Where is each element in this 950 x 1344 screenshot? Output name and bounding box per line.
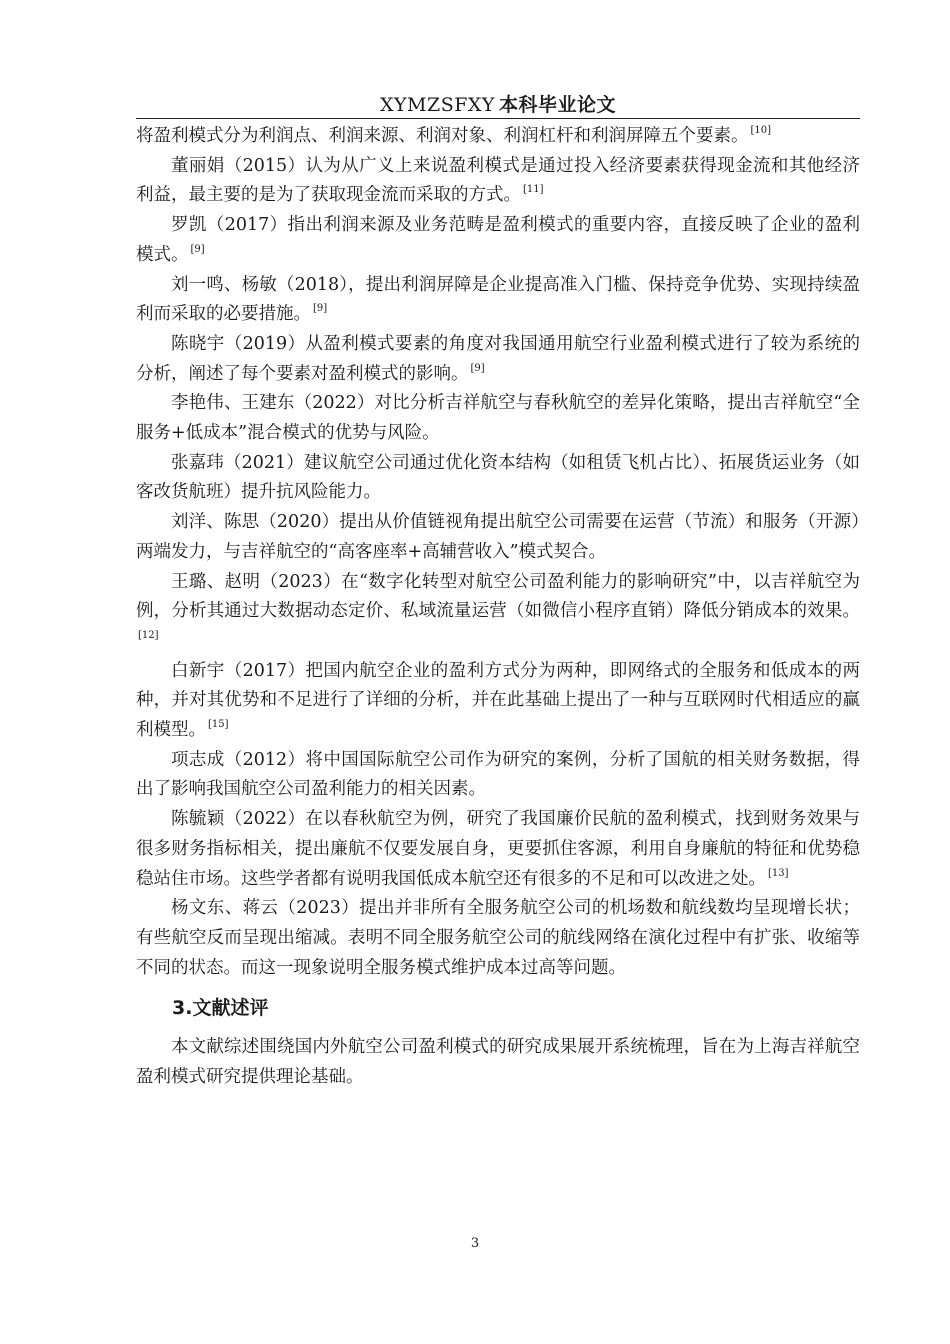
citation: [13] bbox=[768, 867, 789, 879]
citation: [10] bbox=[750, 125, 772, 136]
paragraph-text: 项志成（2012）将中国国际航空公司作为研究的案例，分析了国航的相关财务数据，得出了影响我国航空公司盈利能力的相关因素。 bbox=[136, 749, 860, 800]
paragraph-text: 陈晓宇（2019）从盈利模式要素的角度对我国通用航空行业盈利模式进行了较为系统的分析，阐述了每个要素对盈利模式的影响。 bbox=[136, 333, 860, 384]
paragraph bbox=[136, 449, 860, 508]
paragraph bbox=[136, 152, 860, 211]
paragraph-text: 张嘉玮（2021）建议航空公司通过优化资本结构（如租赁飞机占比）、拓展货运业务（如客改货航班）提升抗风险能力。 bbox=[136, 452, 860, 503]
paragraph-text: 将盈利模式分为利润点、利润来源、利润对象、利润杠杆和利润屏障五个要素。 bbox=[136, 126, 749, 146]
paragraph-text: 白新宇（2017）把国内航空企业的盈利方式分为两种，即网络式的全服务和低成本的两种，并对其优势和不足进行了详细的分析，并在此基础上提出了一种与互联网时代相适应的赢利模型。 bbox=[136, 660, 860, 741]
paragraph bbox=[136, 211, 860, 270]
paragraph bbox=[136, 657, 860, 746]
paragraph bbox=[136, 330, 860, 389]
paragraph-text: 刘一鸣、杨敏（2018），提出利润屏障是企业提高准入门槛、保持竞争优势、实现持续盈利而采取的必要措施。 bbox=[136, 274, 860, 325]
paragraph bbox=[136, 894, 860, 983]
header-title: 本科毕业论文 bbox=[498, 94, 616, 116]
page-number: 3 bbox=[470, 1236, 480, 1251]
paragraph-text: 陈毓颖（2022）在以春秋航空为例，研究了我国廉价民航的盈利模式，找到财务效果与很多财务指标相关，提出廉航不仅要发展自身，更要抓住客源，利用自身廉航的特征和优势稳稳站住市场。这些学者都有说明我国低成本航空还有很多的不足和可以改进之处。 bbox=[136, 809, 860, 889]
paragraph-text: 刘洋、陈思（2020）提出从价值链视角提出航空公司需要在运营（节流）和服务（开源）两端发力，与吉祥航空的“高客座率+高辅营收入”模式契合。 bbox=[136, 512, 860, 562]
paragraph-text: 罗凯（2017）指出利润来源及业务范畴是盈利模式的重要内容，直接反映了企业的盈利模式。 bbox=[136, 215, 860, 265]
paragraph bbox=[136, 1033, 860, 1092]
body-text bbox=[136, 122, 860, 1093]
paragraph bbox=[136, 389, 860, 448]
citation: [9] bbox=[470, 362, 485, 374]
citation: [9] bbox=[190, 243, 205, 255]
citation: [9] bbox=[313, 303, 328, 315]
citation: [12] bbox=[138, 629, 159, 641]
header-code: XYMZSFXY bbox=[379, 94, 495, 116]
paragraph bbox=[136, 122, 860, 152]
paragraph bbox=[136, 568, 860, 657]
header-rule bbox=[136, 118, 860, 119]
paragraph-text: 李艳伟、王建东（2022）对比分析吉祥航空与春秋航空的差异化策略，提出吉祥航空“全服务+低成本”混合模式的优势与风险。 bbox=[136, 393, 860, 444]
paragraph-text: 王璐、赵明（2023）在“数字化转型对航空公司盈利能力的影响研究”中，以吉祥航空为例，分析其通过大数据动态定价、私域流量运营（如微信小程序直销）降低分销成本的效果。 bbox=[136, 571, 860, 622]
paragraph bbox=[136, 805, 860, 894]
citation: [15] bbox=[208, 719, 229, 731]
paragraph-text: 董丽娟（2015）认为从广义上来说盈利模式是通过投入经济要素获得现金流和其他经济利益，最主要的是为了获取现金流而采取的方式。 bbox=[136, 155, 860, 206]
section-heading: 3.文献述评 bbox=[172, 997, 269, 1020]
paragraph bbox=[136, 508, 860, 567]
page-header bbox=[136, 92, 860, 118]
paragraph bbox=[136, 746, 860, 805]
citation: [11] bbox=[523, 184, 544, 196]
paragraph-text: 杨文东、蒋云（2023）提出并非所有全服务航空公司的机场数和航线数均呈现增长状；有些航空反而呈现出缩减。表明不同全服务航空公司的航线网络在演化过程中有扩张、收缩等不同的状态。而这一现象说明全服务模式维护成本过高等问题。 bbox=[136, 898, 860, 978]
paragraph bbox=[136, 271, 860, 330]
paragraph-text: 本文献综述围绕国内外航空公司盈利模式的研究成果展开系统梳理，旨在为上海吉祥航空盈利模式研究提供理论基础。 bbox=[136, 1037, 860, 1088]
